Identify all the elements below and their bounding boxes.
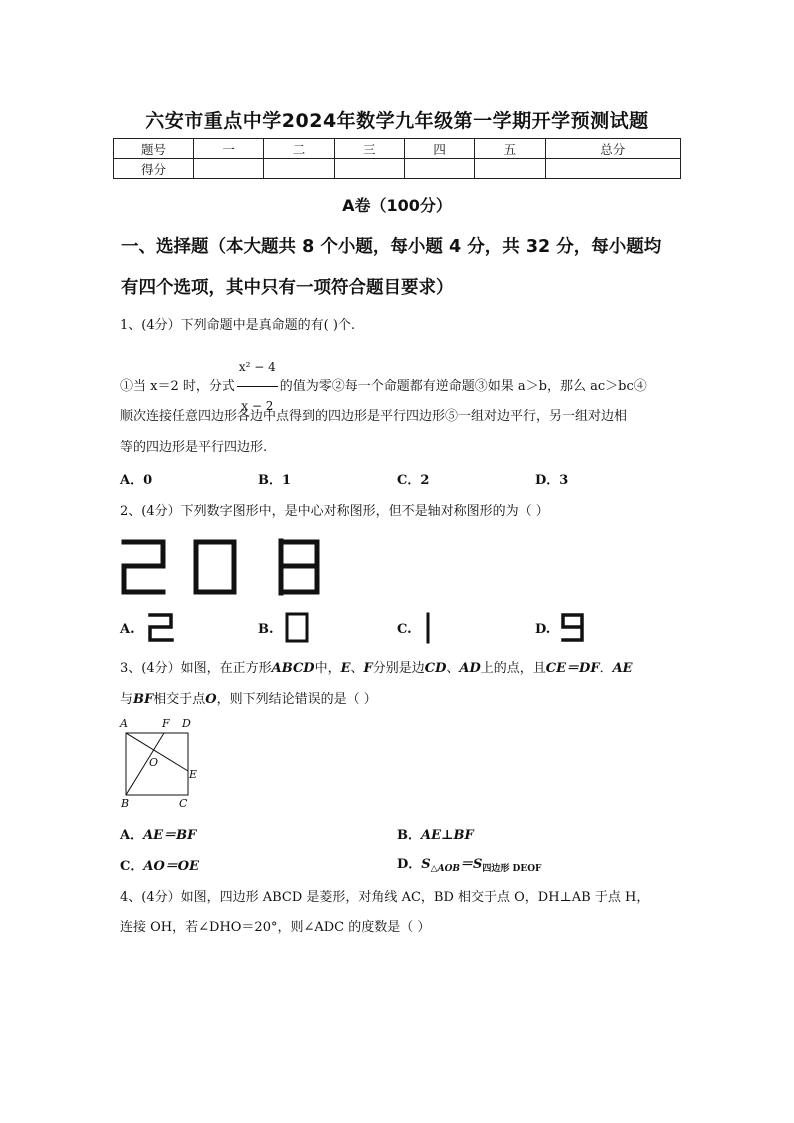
label-B: B [121,797,130,810]
score-header-cell: 题号 [114,139,194,159]
q3-var: AE [612,661,633,676]
option-digit-0-glyph [287,614,307,641]
score-cell [475,159,545,179]
q2-stem: 2、(4分）下列数字图形中，是中心对称图形，但不是轴对称图形的为（ ） [120,504,549,519]
label-F: F [162,717,170,730]
q2-option-a-label: A. [120,622,135,637]
section-heading-line-2: 有四个选项，其中只有一项符合题目要求） [121,278,454,298]
option-text: ＝S [460,857,483,872]
score-header-cell: 四 [404,139,474,159]
option-digit-9-glyph [563,615,582,640]
q3-var: O [205,692,217,707]
q1-option-a: A．0 [120,473,153,488]
q1-statements-line-2: 顺次连接任意四边形各边中点得到的四边形是平行四边形⑤一组对边平行，另一组对边相 [120,409,628,424]
score-header-cell: 三 [334,139,404,159]
q3-text: 分别是边 [372,661,425,676]
q3-option-d [397,853,541,874]
score-table-header-row [114,139,681,159]
q1-statements-line-3: 等的四边形是平行四边形. [120,440,268,455]
label-D: D [182,717,191,730]
q2-option-d-label: D. [535,622,551,637]
fraction-numerator: x² − 4 [237,348,278,387]
q3-text: ． [599,661,613,676]
q3-option-c [120,855,199,874]
q3-var: ABCD [271,661,315,676]
score-row-label: 得分 [114,159,194,179]
option-text: S [421,857,431,872]
q3-text: 中， [314,661,341,676]
digit-2-glyph [124,542,163,592]
q3-text: 3、(4分）如图，在正方形 [120,661,272,676]
option-subscript: 四边形 DEOF [482,864,542,874]
q3-text: 上的点，且 [480,661,546,676]
score-table-score-row [114,159,681,179]
segment-bf [126,733,164,795]
option-text: AO＝OE [143,859,200,874]
q3-option-a [120,824,196,843]
volume-heading: A卷（100分） [342,196,452,215]
score-header-cell: 总分 [545,139,680,159]
q1-option-b: B．1 [258,473,292,488]
score-cell [545,159,680,179]
q3-var: BF [133,692,154,707]
score-table [113,138,681,179]
q1-option-c: C．2 [397,473,430,488]
section-heading-line-1: 一、选择题（本大题共 8 个小题，每小题 4 分，共 32 分，每小题均 [121,237,662,257]
score-header-cell: 二 [264,139,334,159]
option-letter: A． [120,828,144,843]
option-letter: C． [120,859,144,874]
option-text: AE⊥BF [421,828,474,843]
q3-text: 与 [120,692,134,707]
q3-text: 、 [446,661,460,676]
q2-option-a-digit-2 [146,611,176,645]
q2-option-b-label: B. [258,622,274,637]
score-header-cell: 一 [194,139,264,159]
q3-var: CD [424,661,447,676]
q2-option-d-digit-9 [559,611,589,645]
q1-line1-post: 的值为零②每一个命题都有逆命题③如果 a＞b，那么 ac＞bc④ [279,379,647,394]
option-letter: D． [397,857,422,872]
q3-var: CE＝DF [545,661,600,676]
option-digit-2-glyph [150,615,172,640]
label-E: E [189,768,198,781]
q1-line1-pre: ①当 x＝2 时，分式 [120,379,235,394]
q2-option-c-label: C. [397,622,412,637]
score-cell [264,159,334,179]
option-subscript: △AOB [430,864,461,874]
q3-var: F [363,661,373,676]
digit-0-glyph [196,542,234,592]
label-C: C [179,797,188,810]
q4-stem-line-2: 连接 OH，若∠DHO＝20°，则∠ADC 的度数是（ ） [120,920,431,935]
score-cell [334,159,404,179]
q3-text: 相交于点 [153,692,206,707]
digit-9-glyph [281,542,317,592]
q3-text: 、 [350,661,364,676]
option-letter: B． [397,828,421,843]
q3-var: E [340,661,351,676]
q4-stem-line-1: 4、(4分）如图，四边形 ABCD 是菱形，对角线 AC，BD 相交于点 O，DH⊥AB 于点 H， [120,890,650,905]
digit-9-glyph-wrap [275,536,325,598]
score-cell [194,159,264,179]
q3-option-b [397,824,474,843]
q3-var: AD [459,661,481,676]
q1-option-d: D．3 [535,473,569,488]
fraction-denominator: x − 2 [241,399,274,413]
q3-stem-line-2 [120,688,377,707]
page-title: 六安市重点中学2024年数学九年级第一学期开学预测试题 [145,110,649,132]
score-header-cell: 五 [475,139,545,159]
label-A: A [120,717,128,730]
q3-square-figure [116,714,216,812]
q3-stem-line-1 [120,657,633,676]
label-O: O [149,756,159,769]
q2-option-b-digit-0 [284,611,314,645]
q2-option-c-digit-1 [420,611,436,645]
option-text: AE＝BF [143,828,197,843]
q3-text: ，则下列结论错误的是（ ） [216,692,377,707]
q1-stem: 1、(4分）下列命题中是真命题的有( )个. [120,318,356,333]
score-cell [404,159,474,179]
